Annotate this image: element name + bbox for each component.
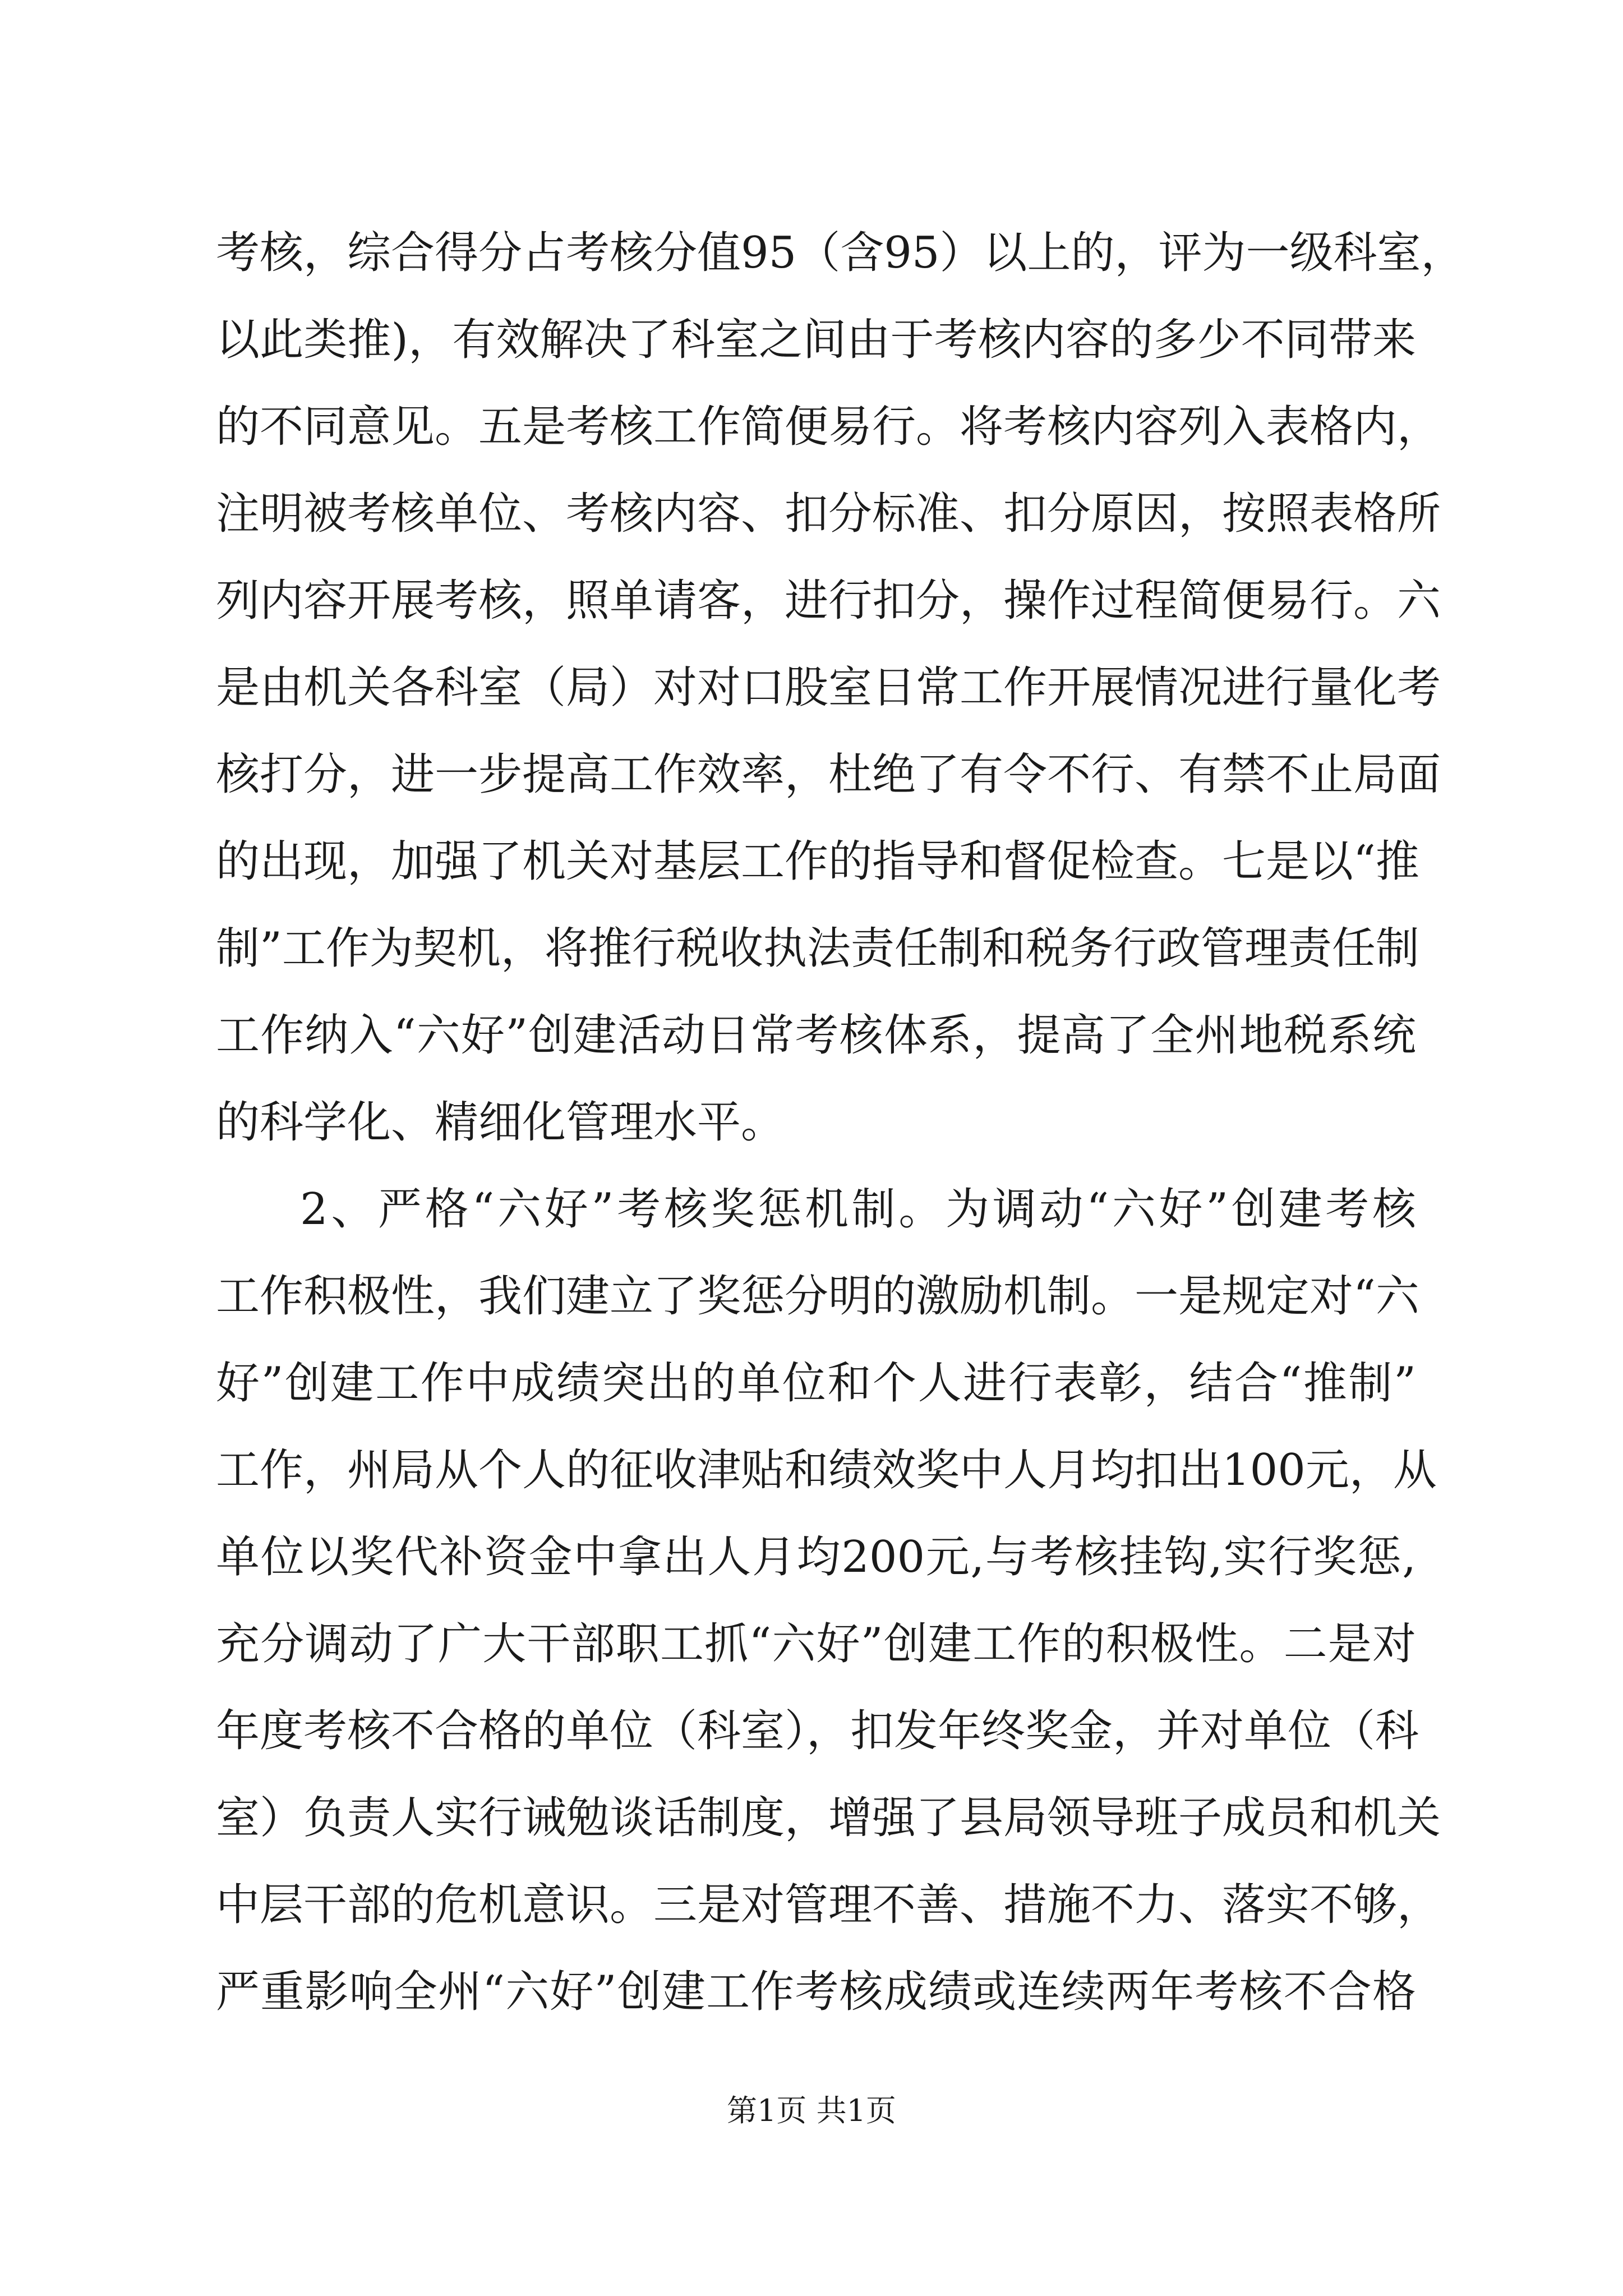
text-line: 的科学化、精细化管理水平。: [216, 1097, 785, 1148]
text-line: 列内容开展考核，照单请客，进行扣分，操作过程简便易行。六: [216, 576, 1441, 626]
text-line: 工作积极性，我们建立了奖惩分明的激励机制。一是规定对“六: [216, 1271, 1419, 1322]
text-line: 好”创建工作中成绩突出的单位和个人进行表彰，结合“推制”: [216, 1358, 1416, 1409]
text-line: 核打分，进一步提高工作效率，杜绝了有令不行、有禁不止局面: [216, 749, 1441, 800]
text-line: 的不同意见。五是考核工作简便易行。将考核内容列入表格内，: [216, 402, 1441, 452]
text-line: 的出现，加强了机关对基层工作的指导和督促检查。七是以“推: [216, 836, 1419, 887]
text-line: 充分调动了广大干部职工抓“六好”创建工作的积极性。二是对: [216, 1619, 1416, 1669]
text-line: 中层干部的危机意识。三是对管理不善、措施不力、落实不够，: [216, 1880, 1441, 1930]
text-line: 工作，州局从个人的征收津贴和绩效奖中人月均扣出100元，从: [216, 1445, 1437, 1496]
text-line: 工作纳入“六好”创建活动日常考核体系，提高了全州地税系统: [216, 1010, 1416, 1061]
text-line: 2、严格“六好”考核奖惩机制。为调动“六好”创建考核: [300, 1184, 1416, 1235]
text-line: 年度考核不合格的单位（科室），扣发年终奖金，并对单位（科: [216, 1706, 1419, 1756]
text-line: 严重影响全州“六好”创建工作考核成绩或连续两年考核不合格: [216, 1967, 1416, 2017]
text-line: 是由机关各科室（局）对对口股室日常工作开展情况进行量化考: [216, 662, 1441, 713]
text-line: 以此类推)，有效解决了科室之间由于考核内容的多少不同带来: [216, 315, 1416, 365]
text-line: 室）负责人实行诫勉谈话制度，增强了县局领导班子成员和机关: [216, 1793, 1441, 1843]
text-line: 注明被考核单位、考核内容、扣分标准、扣分原因，按照表格所: [216, 489, 1441, 539]
text-line: 考核，综合得分占考核分值95（含95）以上的，评为一级科室，: [216, 228, 1465, 278]
text-line: 制”工作为契机，将推行税收执法责任制和税务行政管理责任制: [216, 923, 1419, 974]
body-text: [216, 210, 1465, 2036]
page-number: 第1页 共1页: [727, 2093, 896, 2128]
text-line: 单位以奖代补资金中拿出人月均200元,与考核挂钩,实行奖惩,: [216, 1532, 1416, 1582]
